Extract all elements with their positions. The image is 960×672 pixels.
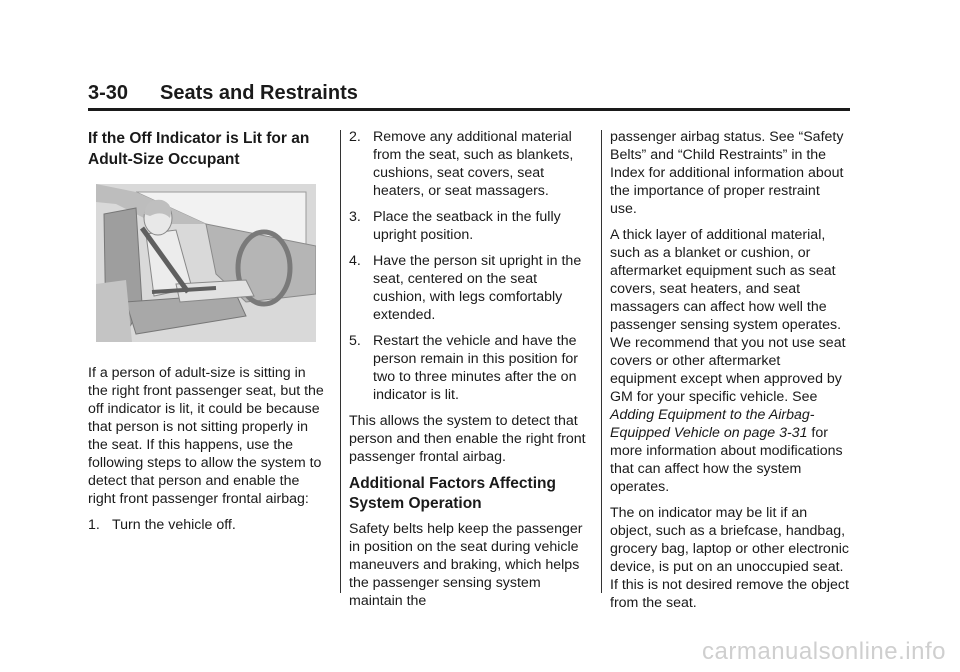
step-number: 1. — [88, 517, 100, 533]
intro-paragraph: If a person of adult-size is sitting in the right front passenger seat, but the off indicator is lit, it could be because that person is not sitting properly in the seat. If this happens, use the following steps to allow the system to detect that person and enable the right front passenger frontal airbag: — [88, 365, 324, 507]
step-text: Have the person sit upright in the seat, centered on the seat cushion, with legs comfortably extended. — [373, 253, 582, 323]
step-number: 3. — [349, 209, 361, 225]
column-3 — [610, 128, 850, 620]
step-item — [349, 128, 587, 200]
step-number: 4. — [349, 253, 361, 269]
step-item — [349, 252, 587, 324]
body-paragraph — [610, 226, 850, 496]
chapter-title: Seats and Restraints — [160, 82, 358, 104]
body-paragraph: This allows the system to detect that person and then enable the right front passenger frontal airbag. — [349, 413, 586, 465]
step-item — [349, 208, 587, 244]
column-divider — [601, 130, 602, 593]
body-text: A thick layer of additional material, such as a blanket or cushion, or aftermarket equipment such as seat covers, seat heaters, and seat massagers can affect how well the passenger sensing system operates. We recommend that you not use seat covers or other aftermarket equipment except when approved by GM for your specific vehicle. See — [610, 227, 846, 405]
column-2 — [349, 128, 587, 618]
step-number: 5. — [349, 333, 361, 349]
body-paragraph: The on indicator may be lit if an object, such as a briefcase, handbag, grocery bag, laptop or other electronic device, is put on an unoccupied seat. If this is not desired remove the object from the seat. — [610, 505, 849, 611]
section-heading: If the Off Indicator is Lit for an Adult-Size Occupant — [88, 130, 310, 168]
section-heading: Additional Factors Affecting System Operation — [349, 475, 556, 512]
passenger-seat-illustration-svg — [96, 184, 316, 342]
cross-reference-link[interactable]: Adding Equipment to the Airbag-Equipped Vehicle on page 3-31 — [610, 407, 815, 441]
step-number: 2. — [349, 129, 361, 145]
column-divider — [340, 130, 341, 593]
body-paragraph: Safety belts help keep the passenger in position on the seat during vehicle maneuvers and braking, which helps the passenger sensing system maintain the — [349, 521, 583, 609]
body-paragraph: passenger airbag status. See “Safety Belts” and “Child Restraints” in the Index for additional information about the importance of proper restraint use. — [610, 129, 844, 217]
passenger-seat-illustration — [96, 184, 316, 342]
body-text: for more information about modifications that can affect how the system operates. — [610, 425, 843, 495]
step-text: Restart the vehicle and have the person remain in this position for two to three minutes after the on indicator is lit. — [373, 333, 579, 403]
step-item — [349, 332, 587, 404]
step-text: Remove any additional material from the seat, such as blankets, cushions, seat covers, seat heaters, or seat massagers. — [373, 129, 574, 199]
step-text: Place the seatback in the fully upright position. — [373, 209, 561, 243]
step-item — [88, 516, 326, 534]
page-header — [88, 82, 850, 111]
step-text: Turn the vehicle off. — [112, 517, 236, 533]
column-1 — [88, 128, 326, 542]
watermark: carmanualsonline.info — [702, 638, 946, 665]
page-number: 3-30 — [88, 82, 129, 104]
